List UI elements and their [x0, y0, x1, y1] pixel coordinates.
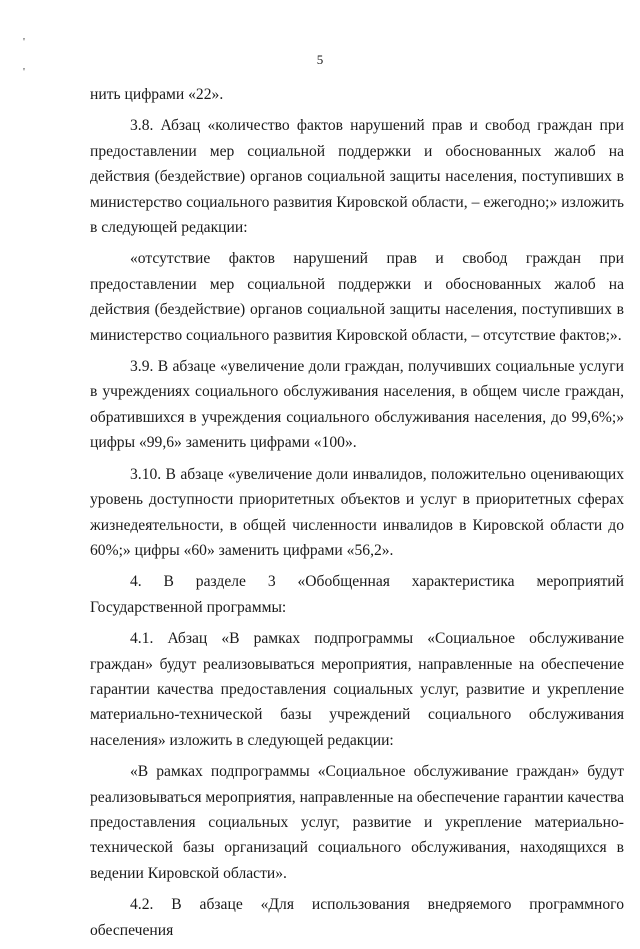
page-number: 5	[316, 52, 324, 67]
paragraph-4-1-quote: «В рамках подпрограммы «Социальное обслуживание граждан» будут реализовываться мероприятия, направленные на обеспечение гарантии качества предоставления социальных услуг, развитие и укрепление материально-технической базы организаций социального обслуживания, находящихся в ведении Кировской области».	[90, 763, 624, 882]
paragraph-3-8-quote: «отсутствие фактов нарушений прав и свобод граждан при предоставлении мер социальной поддержки и обоснованных жалоб на действия (бездействие) органов социальной защиты населения, поступивших в министерство социального развития Кировской области, – отсутствие фактов;».	[90, 250, 624, 344]
paragraph-4: 4. В разделе 3 «Обобщенная характеристика мероприятий Государственной программы:	[90, 573, 624, 616]
paragraph-3-8: 3.8. Абзац «количество фактов нарушений прав и свобод граждан при предоставлении мер социальной поддержки и обоснованных жалоб на действия (бездействие) органов социальной защиты населения, поступивших в министерство социального развития Кировской области, – ежегодно;» изложить в следующей редакции:	[90, 117, 624, 237]
paragraph-continuation: нить цифрами «22».	[90, 86, 224, 103]
paragraph-4-1: 4.1. Абзац «В рамках подпрограммы «Социальное обслуживание граждан» будут реализовываться мероприятия, направленные на обеспечение гарантии качества предоставления социальных услуг, развитие и укрепление материально-технической базы учреждений социального обслуживания населения» изложить в следующей редакции:	[90, 630, 624, 749]
paragraph-3-10: 3.10. В абзаце «увеличение доли инвалидов, положительно оценивающих уровень доступности приоритетных объектов и услуг в приоритетных сферах жизнедеятельности, в общей численности инвалидов в Кировской области до 60%;» цифры «60» заменить цифрами «56,2».	[90, 465, 624, 559]
margin-mark: '	[23, 66, 25, 78]
margin-mark: '	[23, 36, 25, 48]
document-body	[90, 82, 624, 949]
paragraph-4-2: 4.2. В абзаце «Для использования внедряемого программного обеспечения	[90, 896, 624, 939]
paragraph-3-9: 3.9. В абзаце «увеличение доли граждан, получивших социальные услуги в учреждениях социального обслуживания населения, в общем числе граждан, обратившихся в учреждения социального обслуживания населения, до 99,6%;» цифры «99,6» заменить цифрами «100».	[90, 358, 624, 452]
